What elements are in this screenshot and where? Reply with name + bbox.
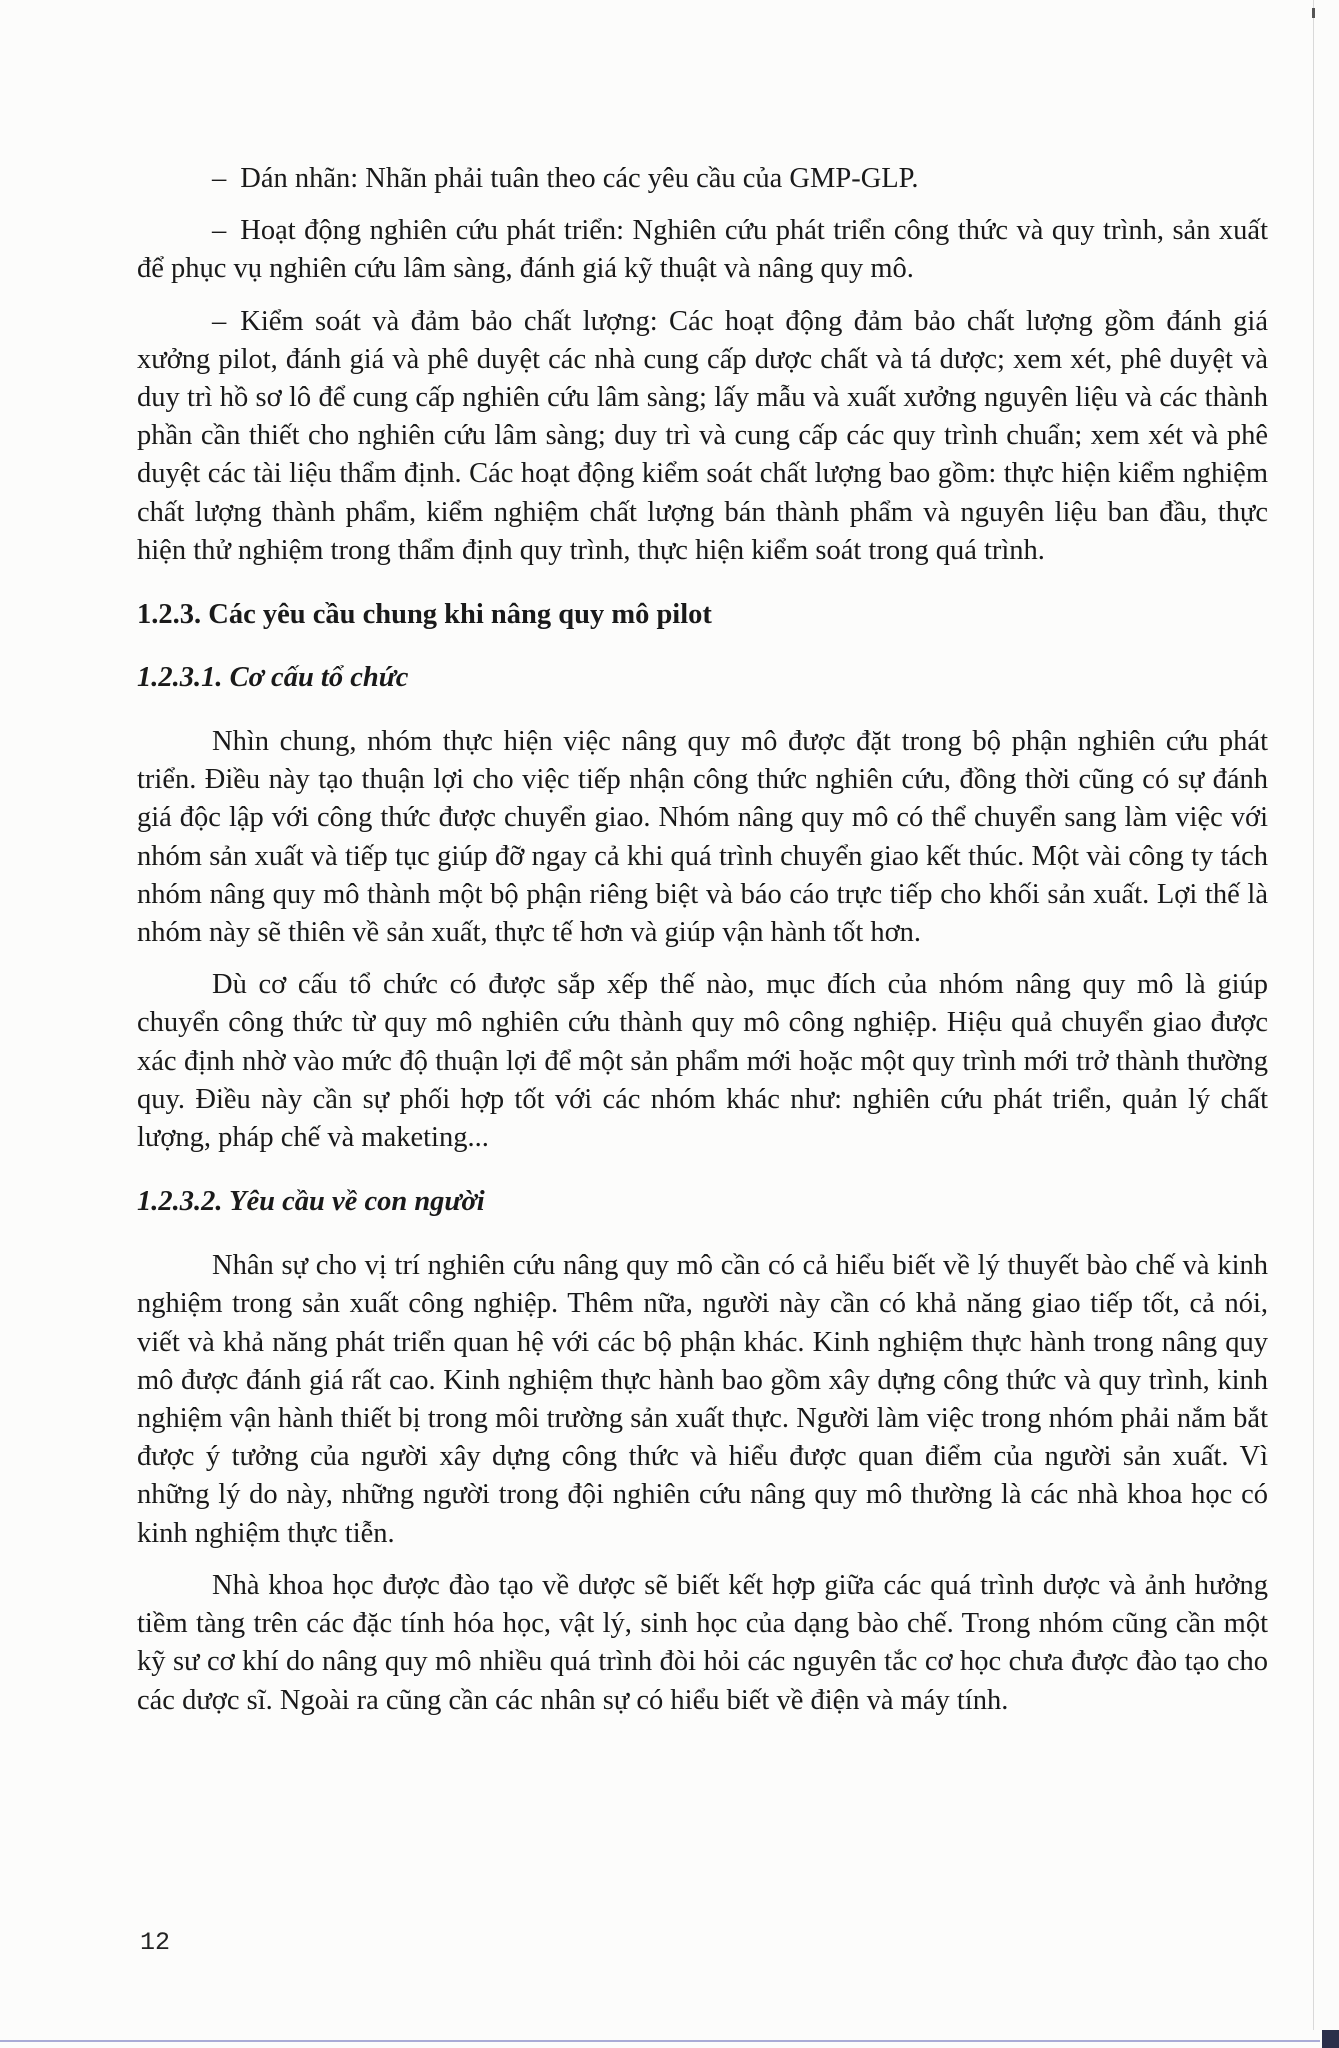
bullet-quality-control bbox=[137, 303, 1268, 570]
section-heading-1-2-3: 1.2.3. Các yêu cầu chung khi nâng quy mô pilot bbox=[137, 599, 712, 631]
dash-bullet: – bbox=[212, 305, 227, 337]
paragraph-organization-1: Nhìn chung, nhóm thực hiện việc nâng quy mô được đặt trong bộ phận nghiên cứu phát triển. Điều này tạo thuận lợi cho việc tiếp nhận công thức nghiên cứu, đồng thời cũng có sự đánh giá độc lập với công thức được chuyển giao. Nhóm nâng quy mô có thể chuyển sang làm việc với nhóm sản xuất và tiếp tục giúp đỡ ngay cả khi quá trình chuyển giao kết thúc. Một vài công ty tách nhóm nâng quy mô thành một bộ phận riêng biệt và báo cáo trực tiếp cho khối sản xuất. Lợi thế là nhóm này sẽ thiên về sản xuất, thực tế hơn và giúp vận hành tốt hơn. bbox=[137, 726, 1268, 949]
paragraph-personnel-1: Nhân sự cho vị trí nghiên cứu nâng quy mô cần có cả hiểu biết về lý thuyết bào chế và kinh nghiệm trong sản xuất công nghiệp. Thêm nữa, người này cần có khả năng giao tiếp tốt, cả nói, viết và khả năng phát triển quan hệ với các bộ phận khác. Kinh nghiệm thực hành trong nâng quy mô được đánh giá rất cao. Kinh nghiệm thực hành bao gồm xây dựng công thức và quy trình, kinh nghiệm vận hành thiết bị trong môi trường sản xuất thực. Người làm việc trong nhóm phải nắm bắt được ý tưởng của người xây dựng công thức và hiểu được quan điểm của người sản xuất. Vì những lý do này, những người trong đội nghiên cứu nâng quy mô thường là các nhà khoa học có kinh nghiệm thực tiễn. bbox=[137, 1250, 1268, 1549]
bullet-text: Dán nhãn: Nhãn phải tuân theo các yêu cầu của GMP-GLP. bbox=[240, 163, 919, 194]
bullet-text: Hoạt động nghiên cứu phát triển: Nghiên cứu phát triển công thức và quy trình, sản xuất để phục vụ nghiên cứu lâm sàng, đánh giá kỹ thuật và nâng quy mô. bbox=[137, 215, 1268, 285]
subsection-heading-1-2-3-1: 1.2.3.1. Cơ cấu tổ chức bbox=[137, 662, 409, 694]
dash-bullet: – bbox=[212, 163, 227, 194]
bullet-rnd-activities bbox=[137, 212, 1268, 288]
subsection-heading-1-2-3-2: 1.2.3.2. Yêu cầu về con người bbox=[137, 1186, 485, 1218]
page-body bbox=[137, 160, 1268, 1720]
scan-mark-bottom bbox=[1322, 2030, 1339, 2048]
page-number: 12 bbox=[140, 1928, 171, 1957]
page-edge-right bbox=[1313, 0, 1314, 2030]
paragraph-personnel-2: Nhà khoa học được đào tạo về dược sẽ biết kết hợp giữa các quá trình dược và ảnh hưởng tiềm tàng trên các đặc tính hóa học, vật lý, sinh học của dạng bào chế. Trong nhóm cũng cần một kỹ sư cơ khí do nâng quy mô nhiều quá trình đòi hỏi các nguyên tắc cơ học chưa được đào tạo cho các dược sĩ. Ngoài ra cũng cần các nhân sự có hiểu biết về điện và máy tính. bbox=[137, 1569, 1268, 1716]
bullet-labeling bbox=[137, 160, 1268, 198]
paragraph-organization-2: Dù cơ cấu tổ chức có được sắp xếp thế nào, mục đích của nhóm nâng quy mô là giúp chuyển công thức từ quy mô nghiên cứu thành quy mô công nghiệp. Hiệu quả chuyển giao được xác định nhờ vào mức độ thuận lợi để một sản phẩm mới hoặc một quy trình mới trở thành thường quy. Điều này cần sự phối hợp tốt với các nhóm khác như: nghiên cứu phát triển, quản lý chất lượng, pháp chế và maketing... bbox=[137, 969, 1268, 1154]
bullet-text: Kiểm soát và đảm bảo chất lượng: Các hoạt động đảm bảo chất lượng gồm đánh giá xưởng pilot, đánh giá và phê duyệt các nhà cung cấp dược chất và tá dược; xem xét, phê duyệt và duy trì hồ sơ lô để cung cấp nghiên cứu lâm sàng; lấy mẫu và xuất xưởng nguyên liệu và các thành phần cần thiết cho nghiên cứu lâm sàng; duy trì và cung cấp các quy trình chuẩn; xem xét và phê duyệt các tài liệu thẩm định. Các hoạt động kiểm soát chất lượng bao gồm: thực hiện kiểm nghiệm chất lượng thành phẩm, kiểm nghiệm chất lượng bán thành phẩm và nguyên liệu ban đầu, thực hiện thử nghiệm trong thẩm định quy trình, thực hiện kiểm soát trong quá trình. bbox=[137, 305, 1268, 566]
page-edge-bottom bbox=[0, 2040, 1320, 2042]
dash-bullet: – bbox=[212, 215, 227, 247]
scan-mark-top bbox=[1312, 8, 1315, 18]
